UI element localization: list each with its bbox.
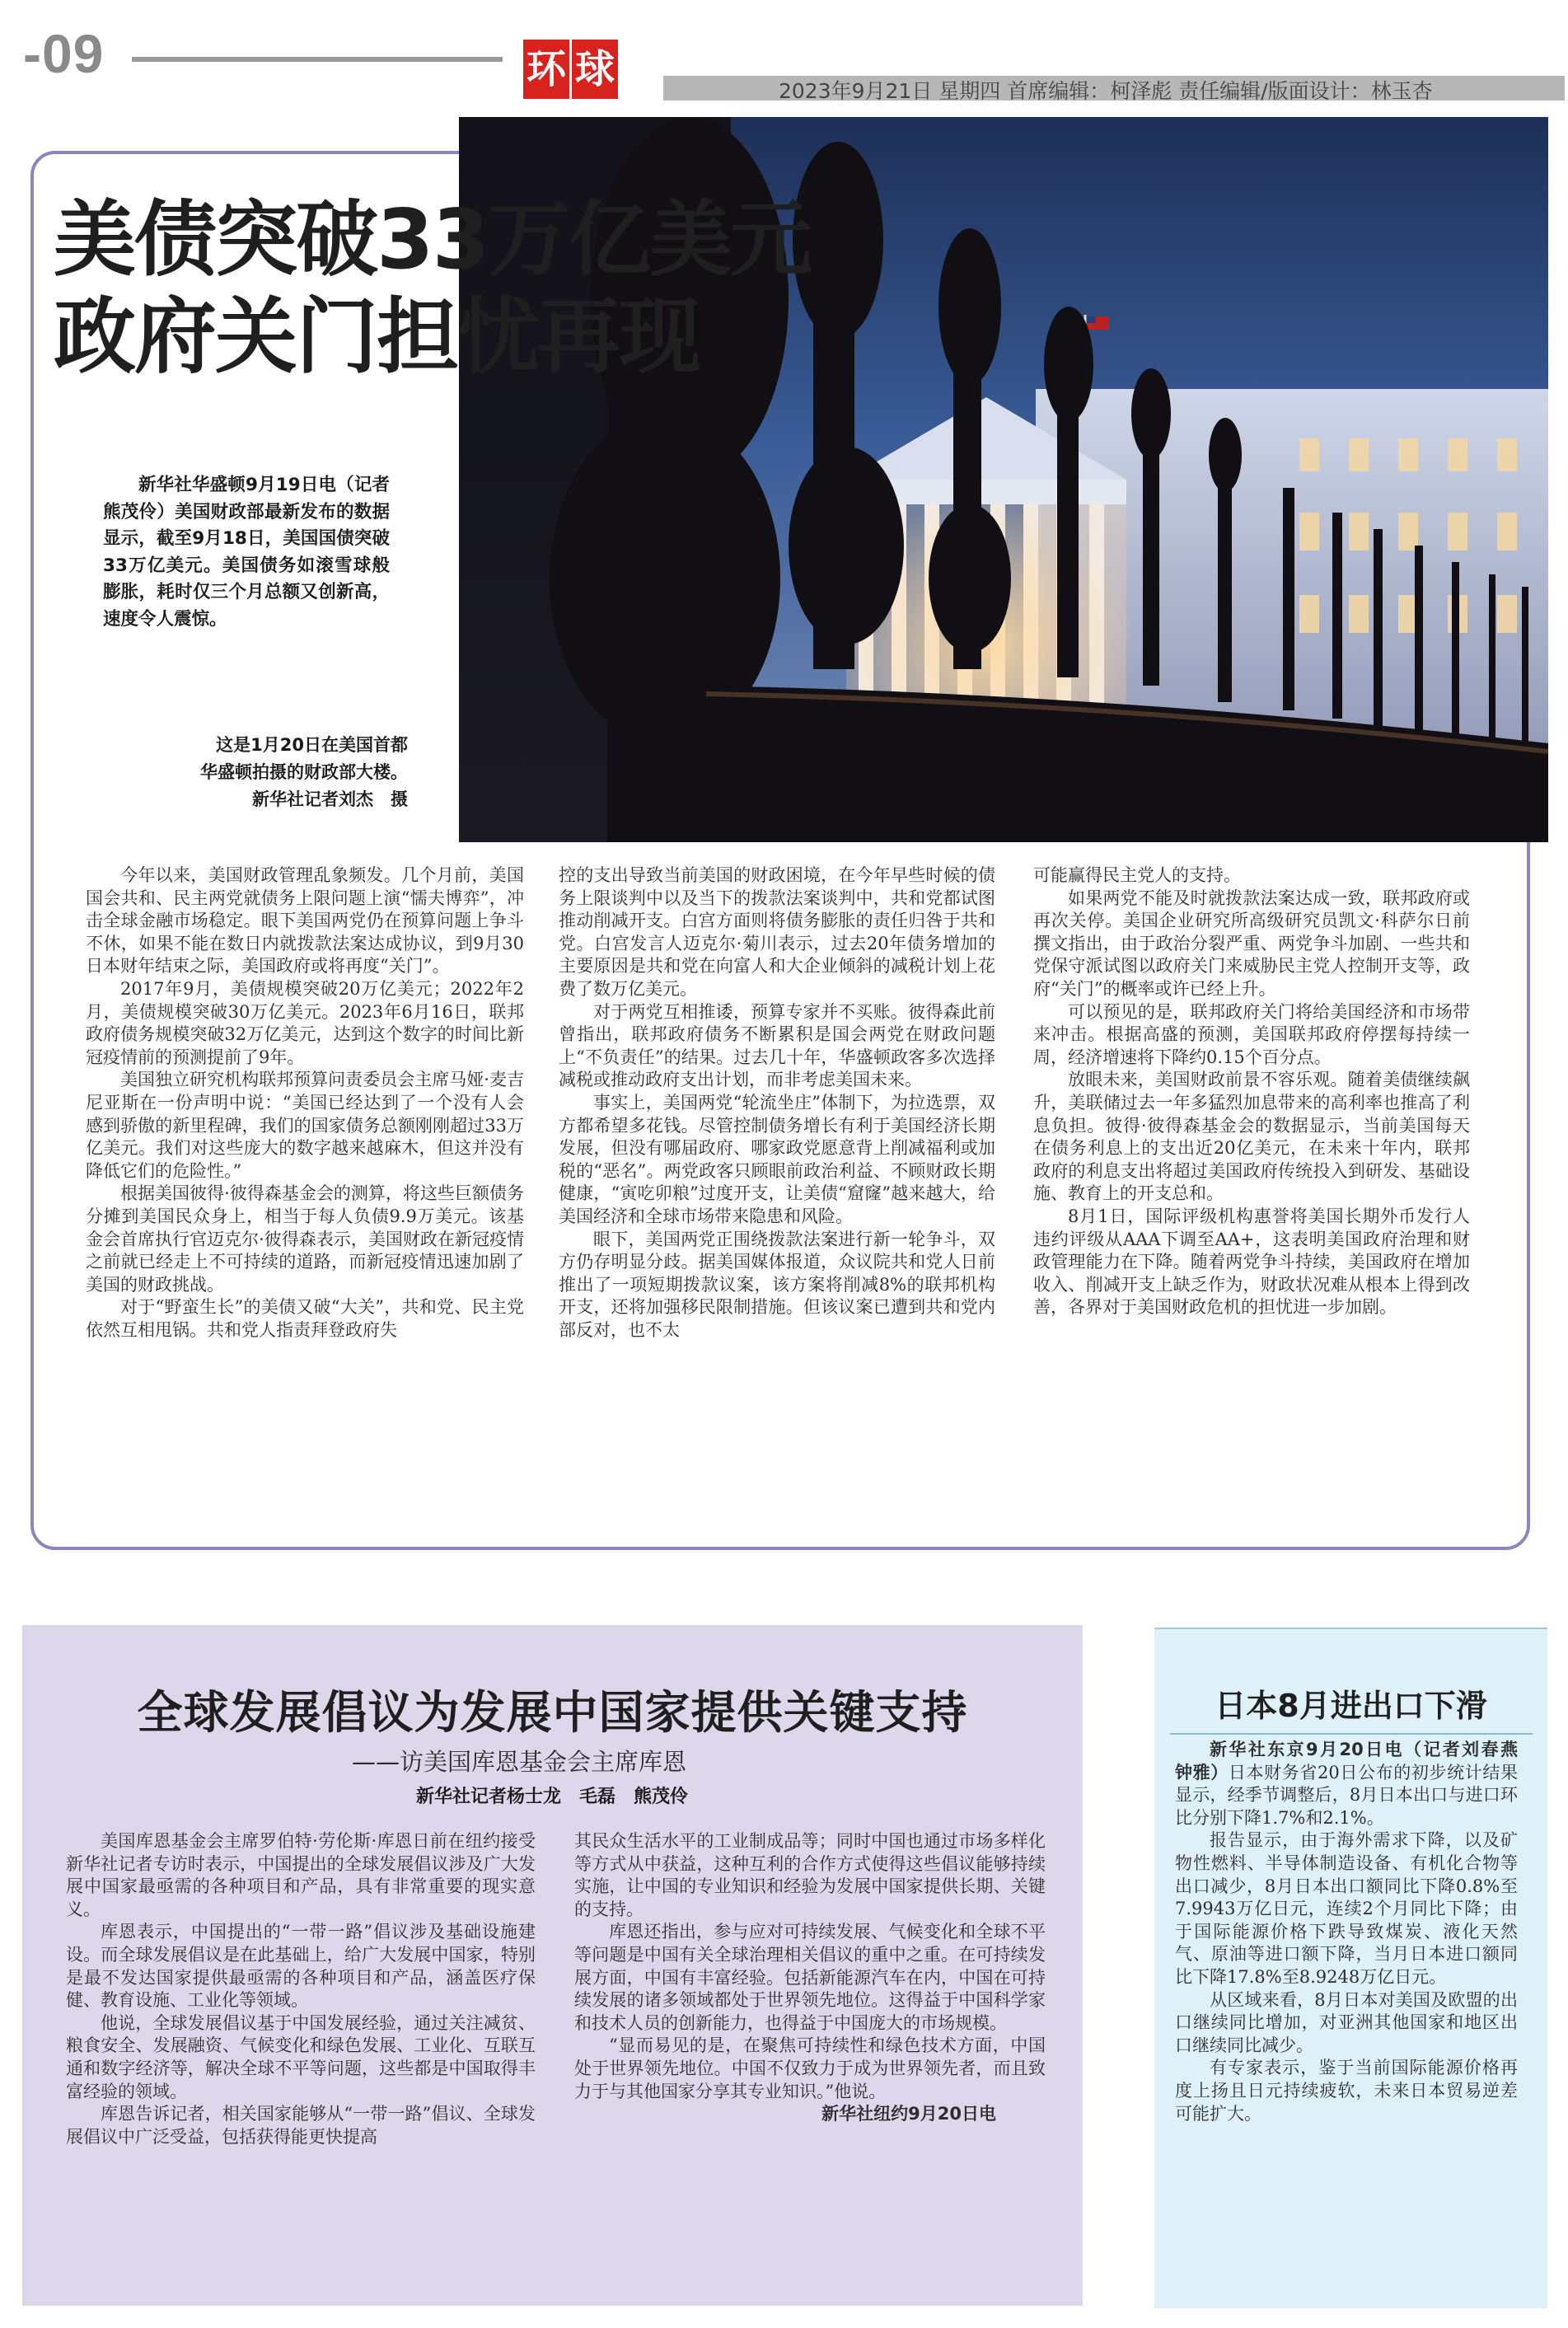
interview-column-2: [574, 1830, 1046, 2126]
japan-lead-text: 日本财务省20日公布的初步统计结果显示，经季节调整后，8月日本出口与进口环比分别下降1.7%和2.1%。: [1175, 1762, 1518, 1828]
dateline: 2023年9月21日 星期四 首席编辑：柯泽彪 责任编辑/版面设计：林玉杏: [779, 79, 1433, 103]
japan-title-rule: [1170, 1733, 1533, 1735]
story-column-3: [1033, 864, 1470, 1319]
paragraph: 其民众生活水平的工业制成品等；同时中国也通过市场多样化等方式从中获益，这种互利的合作方式使得这些倡议能够持续实施，让中国的专业知识和经验为发展中国家提供长期、关键的支持。: [574, 1831, 1046, 1919]
japan-lead: [1175, 1739, 1535, 1829]
headline-line-2: 政府关门担忧再现: [54, 288, 700, 385]
page-number: -09: [23, 23, 105, 84]
paragraph: 从区域来看，8月日本对美国及欧盟的出口继续同比增加，对亚洲其他国家和地区出口继续同比减少。: [1175, 1989, 1518, 2055]
caption-line-3: 新华社记者刘杰 摄: [252, 789, 408, 809]
paragraph: 对于“野蛮生长”的美债又破“大关”，共和党、民主党依然互相甩锅。共和党人指责拜登政府失: [86, 1297, 524, 1340]
interview-subtitle: ——访美国库恩基金会主席库恩: [352, 1748, 687, 1776]
paragraph: 有专家表示，鉴于当前国际能源价格再度上扬且日元持续疲软，未来日本贸易逆差可能扩大。: [1175, 2058, 1518, 2124]
paragraph: 8月1日，国际评级机构惠誉将美国长期外币发行人违约评级从AAA下调至AA+，这表明美国政府治理和财政管理能力在下降。随着两党争斗持续，美国政府在增加收入、削减开支上缺乏作为，财政状况难从根本上得到改善，各界对于美国财政危机的担忧进一步加剧。: [1033, 1206, 1470, 1318]
paragraph: 库恩表示，中国提出的“一带一路”倡议涉及基础设施建设。而全球发展倡议是在此基础上，给广大发展中国家，特别是最不发达国家提供最亟需的各种项目和产品，涵盖医疗保健、教育设施、工业化等领域。: [66, 1922, 536, 2011]
japan-body: [1175, 1739, 1535, 2125]
paragraph: 他说，全球发展倡议基于中国发展经验，通过关注减贫、粮食安全、发展融资、气候变化和绿色发展、工业化、互联互通和数字经济等，解决全球不平等问题，这些都是中国取得丰富经验的领域。: [66, 2012, 536, 2101]
paragraph: 如果两党不能及时就拨款法案达成一致，联邦政府或再次关停。美国企业研究所高级研究员凯文·科萨尔日前撰文指出，由于政治分裂严重、两党争斗加剧、一些共和党保守派试图以政府关门来威胁民主党人控制开支等，政府“关门”的概率或许已经上升。: [1033, 888, 1470, 999]
japan-title: 日本8月进出口下滑: [1215, 1688, 1487, 1724]
paragraph: 库恩告诉记者，相关国家能够从“一带一路”倡议、全球发展倡议中广泛受益，包括获得能更快提高: [66, 2104, 536, 2147]
interview-title: 全球发展倡议为发展中国家提供关键支持: [137, 1686, 968, 1739]
paragraph: 美国独立研究机构联邦预算问责委员会主席马娅·麦吉尼亚斯在一份声明中说：“美国已经达到了一个没有人会感到骄傲的新里程碑，我们的国家债务总额刚刚超过33万亿美元。我们对这些庞大的数字越来越麻木，但这并没有降低它们的危险性。”: [86, 1070, 524, 1181]
paragraph: 根据美国彼得·彼得森基金会的测算，将这些巨额债务分摊到美国民众身上，相当于每人负债9.9万美元。该基金会首席执行官迈克尔·彼得森表示，美国财政在新冠疫情之前就已经走上不可持续的道路，而新冠疫情迅速加剧了美国的财政挑战。: [86, 1183, 524, 1295]
paragraph: 事实上，美国两党“轮流坐庄”体制下，为拉选票，双方都希望多花钱。尽管控制债务增长有利于美国经济长期发展，但没有哪届政府、哪家政党愿意背上削减福利或加税的“恶名”。两党政客只顾眼前政治利益、不顾财政长期健康，“寅吃卯粮”过度开支，让美债“窟窿”越来越大，给美国经济和全球市场带来隐患和风险。: [559, 1092, 995, 1226]
interview-column-1: [66, 1830, 536, 2148]
paragraph: 2017年9月，美债规模突破20万亿美元；2022年2月，美债规模突破30万亿美元。2023年6月16日，联邦政府债务规模突破32万亿美元，达到这个数字的时间比新冠疫情前的预测提前了9年。: [86, 978, 524, 1067]
paragraph: “显而易见的是，在聚焦可持续性和绿色技术方面，中国处于世界领先地位。中国不仅致力于成为世界领先者，而且致力于与其他国家分享其专业知识。”他说。: [574, 2035, 1046, 2101]
headline-line-1: 美债突破33万亿美元: [54, 191, 812, 288]
paragraph: 对于两党互相推诿，预算专家并不买账。彼得森此前曾指出，联邦政府债务不断累积是国会两党在财政问题上“不负责任”的结果。过去几十年，华盛顿政客多次选择减税或推动政府支出计划，而非考虑美国未来。: [559, 1001, 995, 1090]
section-tile-2: 球: [572, 40, 618, 99]
interview-dateline: 新华社纽约9月20日电: [821, 2104, 996, 2124]
paragraph: 控的支出导致当前美国的财政困境，在今年早些时候的债务上限谈判中以及当下的拨款法案谈判中，共和党都试图推动削减开支。白宫方面则将债务膨胀的责任归咎于共和党。白宫发言人迈克尔·菊川表示，过去20年债务增加的主要原因是共和党在向富人和大企业倾斜的减税计划上花费了数万亿美元。: [559, 865, 995, 999]
paragraph: 今年以来，美国财政管理乱象频发。几个月前，美国国会共和、民主两党就债务上限问题上演“懦夫博弈”，冲击全球金融市场稳定。眼下美国两党仍在预算问题上争斗不休，如果不能在数日内就拨款法案达成协议，到9月30日本财年结束之际，美国政府或将再度“关门”。: [86, 865, 524, 977]
section-tile-1: 环: [523, 40, 569, 99]
header-rule: [132, 57, 503, 62]
paragraph: 可能赢得民主党人的支持。: [1033, 865, 1241, 885]
paragraph: 库恩还指出，参与应对可持续发展、气候变化和全球不平等问题是中国有关全球治理相关倡议的重中之重。在可持续发展方面，中国有丰富经验。包括新能源汽车在内，中国在可持续发展的诸多领域都处于世界领先地位。这得益于中国科学家和技术人员的创新能力，也得益于中国庞大的市场规模。: [574, 1922, 1046, 2033]
main-headline: [54, 191, 1125, 386]
paragraph: 美国库恩基金会主席罗伯特·劳伦斯·库恩日前在纽约接受新华社记者专访时表示，中国提出的全球发展倡议涉及广大发展中国家最亟需的各种项目和产品，具有非常重要的现实意义。: [66, 1831, 536, 1919]
paragraph: 眼下，美国两党正围绕拨款法案进行新一轮争斗，双方仍存明显分歧。据美国媒体报道，众议院共和党人日前推出了一项短期拨款议案，该方案将削减8%的联邦机构开支，还将加强移民限制措施。但该议案已遭到共和党内部反对，也不太: [559, 1229, 995, 1340]
photo-caption: [132, 732, 408, 813]
story-column-2: [559, 864, 995, 1342]
paragraph: 可以预见的是，联邦政府关门将给美国经济和市场带来冲击。根据高盛的预测，美国联邦政府停摆每持续一周，经济增速将下降约0.15个百分点。: [1033, 1001, 1470, 1067]
lead-paragraph: 新华社华盛顿9月19日电（记者熊茂伶）美国财政部最新发布的数据显示，截至9月18日，美国国债突破33万亿美元。美国债务如滚雪球般膨胀，耗时仅三个月总额又创新高，速度令人震惊。: [103, 475, 390, 630]
caption-line-2: 华盛顿拍摄的财政部大楼。: [200, 762, 408, 782]
caption-line-1: 这是1月20日在美国首都: [216, 735, 408, 755]
paragraph: 放眼未来，美国财政前景不容乐观。随着美债继续飙升，美联储过去一年多猛烈加息带来的高利率也推高了利息负担。彼得·彼得森基金会的数据显示，当前美国每天在债务利息上的支出近20亿美元，在未来十年内，联邦政府的利息支出将超过美国政府传统投入到研发、基础设施、教育上的开支总和。: [1033, 1070, 1470, 1204]
paragraph: 报告显示，由于海外需求下降，以及矿物性燃料、半导体制造设备、有机化合物等出口减少，8月日本出口额同比下降0.8%至7.9943万亿日元，连续2个月同比下降；由于国际能源价格下跌导致煤炭、液化天然气、原油等进口额下降，当月日本进口额同比下降17.8%至8.9248万亿日元。: [1175, 1830, 1518, 1987]
interview-byline: 新华社记者杨士龙 毛磊 熊茂伶: [416, 1787, 689, 1807]
japan-lead-source: 新华社东京9月20日电（记者刘春燕 钟雅）: [1175, 1740, 1535, 1782]
story-column-1: [86, 864, 524, 1342]
